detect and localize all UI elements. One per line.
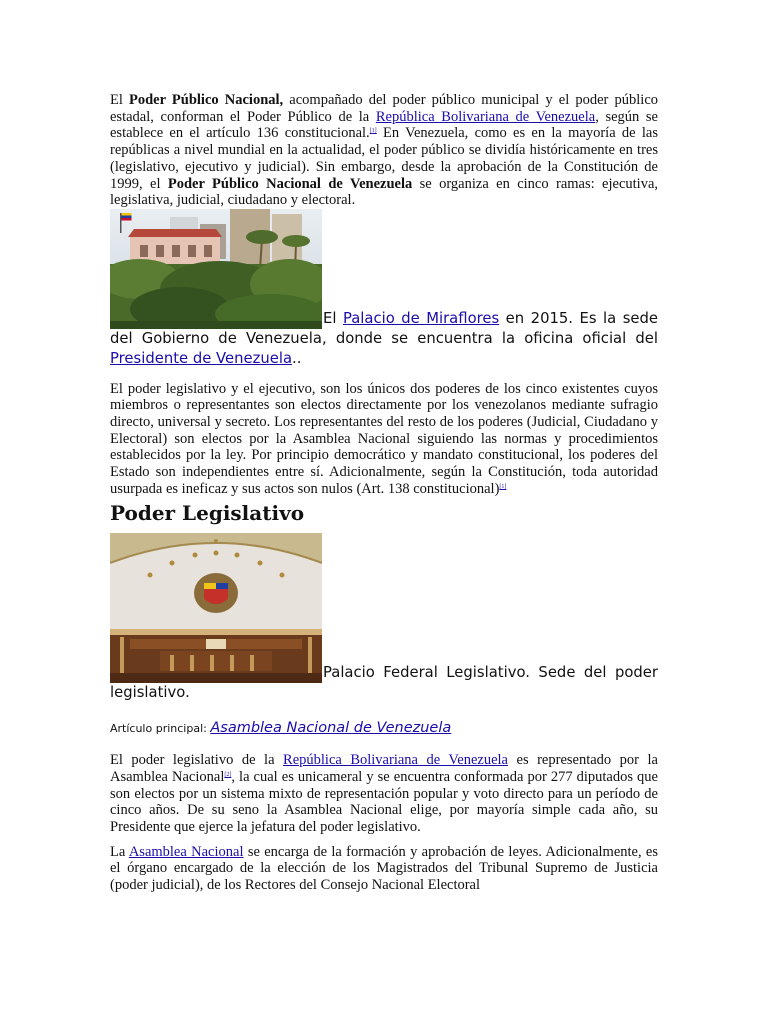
caption-text: en 2015. Es la sede del Gobierno de Venezuela, donde se encuentra la oficina oficial del: [110, 310, 659, 347]
asamblea-paragraph: [110, 844, 658, 894]
footnote-ref-1b[interactable]: [1]: [499, 483, 507, 490]
main-article-note: [110, 719, 658, 738]
intro-text: En Venezuela, como es en la mayoría de las repúblicas a nivel mundial en la actualidad, el poder público se dividía históricamente en tres (legislativo, ejecutivo y judicial). Sin embargo, desde la aprobación de la Constitución de 1999, el: [110, 125, 658, 192]
link-palacio-miraflores[interactable]: Palacio de Miraflores: [342, 310, 500, 328]
link-republica-bolivariana-2[interactable]: República Bolivariana de Venezuela: [283, 752, 508, 769]
footnote-ref-2[interactable]: [2]: [224, 771, 232, 778]
figure-miraflores: [110, 209, 658, 369]
intro-paragraph: [110, 92, 658, 209]
miraflores-photo[interactable]: [110, 209, 322, 329]
link-republica-bolivariana[interactable]: República Bolivariana de Venezuela: [375, 108, 596, 125]
legislative-paragraph: [110, 752, 658, 836]
intro-text: El: [110, 92, 123, 108]
link-presidente-venezuela[interactable]: Presidente de Venezuela: [110, 349, 293, 367]
paragraph-text: , la cual es unicameral y se encuentra conformada por 277 diputados que son electos por un sistema mixto de representación popular y voto directo para un período de cinco años. De su seno la Asamblea Nacional elige, por mayoría simple cada año, su Presidente que ejerce la jefatura del poder legislativo.: [110, 768, 658, 836]
intro-text: , según se establece en el artículo 136 constitucional.: [110, 108, 658, 142]
link-asamblea-nacional-main[interactable]: Asamblea Nacional de Venezuela: [210, 720, 452, 737]
caption-text: El: [323, 310, 343, 328]
paragraph-text: es representado por la Asamblea Nacional: [110, 752, 658, 785]
document-page: [110, 92, 658, 894]
main-article-label: Artículo principal:: [110, 722, 211, 736]
paragraph-text: La: [110, 843, 129, 860]
paragraph-text: El poder legislativo de la: [110, 752, 284, 769]
paragraph-text: se encarga de la formación y aprobación de leyes. Adicionalmente, es el órgano encargado de la elección de los Magistrados del Tribunal Supremo de Justicia (poder judicial), de los Rectores del Consejo Nacional Electoral: [110, 843, 658, 894]
executive-legislative-paragraph: [110, 381, 658, 498]
intro-text: acompañado del poder público municipal y el poder público estadal, conforman el Poder Público de la: [110, 92, 659, 125]
intro-text: se organiza en cinco ramas: ejecutiva, legislativa, judicial, ciudadano y electoral.: [110, 175, 658, 209]
palacio-legislativo-photo[interactable]: [110, 533, 322, 683]
footnote-ref-1[interactable]: [1]: [369, 128, 377, 135]
link-asamblea-nacional[interactable]: Asamblea Nacional: [128, 843, 244, 860]
section-heading-poder-legislativo: Poder Legislativo: [110, 501, 305, 526]
caption-text: ..: [292, 349, 302, 367]
caption-text: Palacio Federal Legislativo. Sede del poder legislativo.: [110, 664, 658, 702]
figure-palacio-legislativo: [110, 533, 658, 703]
bold-term-poder-nacional: Poder Público Nacional de Venezuela: [167, 175, 413, 192]
paragraph-text: El poder legislativo y el ejecutivo, son los únicos dos poderes de los cinco existentes cuyos miembros o representantes son electos directamente por los venezolanos mediante sufragio directo, universal y secreto. Los representantes del resto de los poderes (Judicial, Ciudadano y Electoral) son electos por la Asamblea Nacional siguiendo las normas y procedimientos establecidos por la ley. Por principio democrático y mandato constitucional, los poderes del Estado son independientes entre sí. Adicionalmente, según la Constitución, toda autoridad usurpada es ineficaz y sus actos son nulos (Art. 138 constitucional): [110, 380, 658, 497]
bold-term-poder-publico: Poder Público Nacional,: [129, 92, 284, 108]
